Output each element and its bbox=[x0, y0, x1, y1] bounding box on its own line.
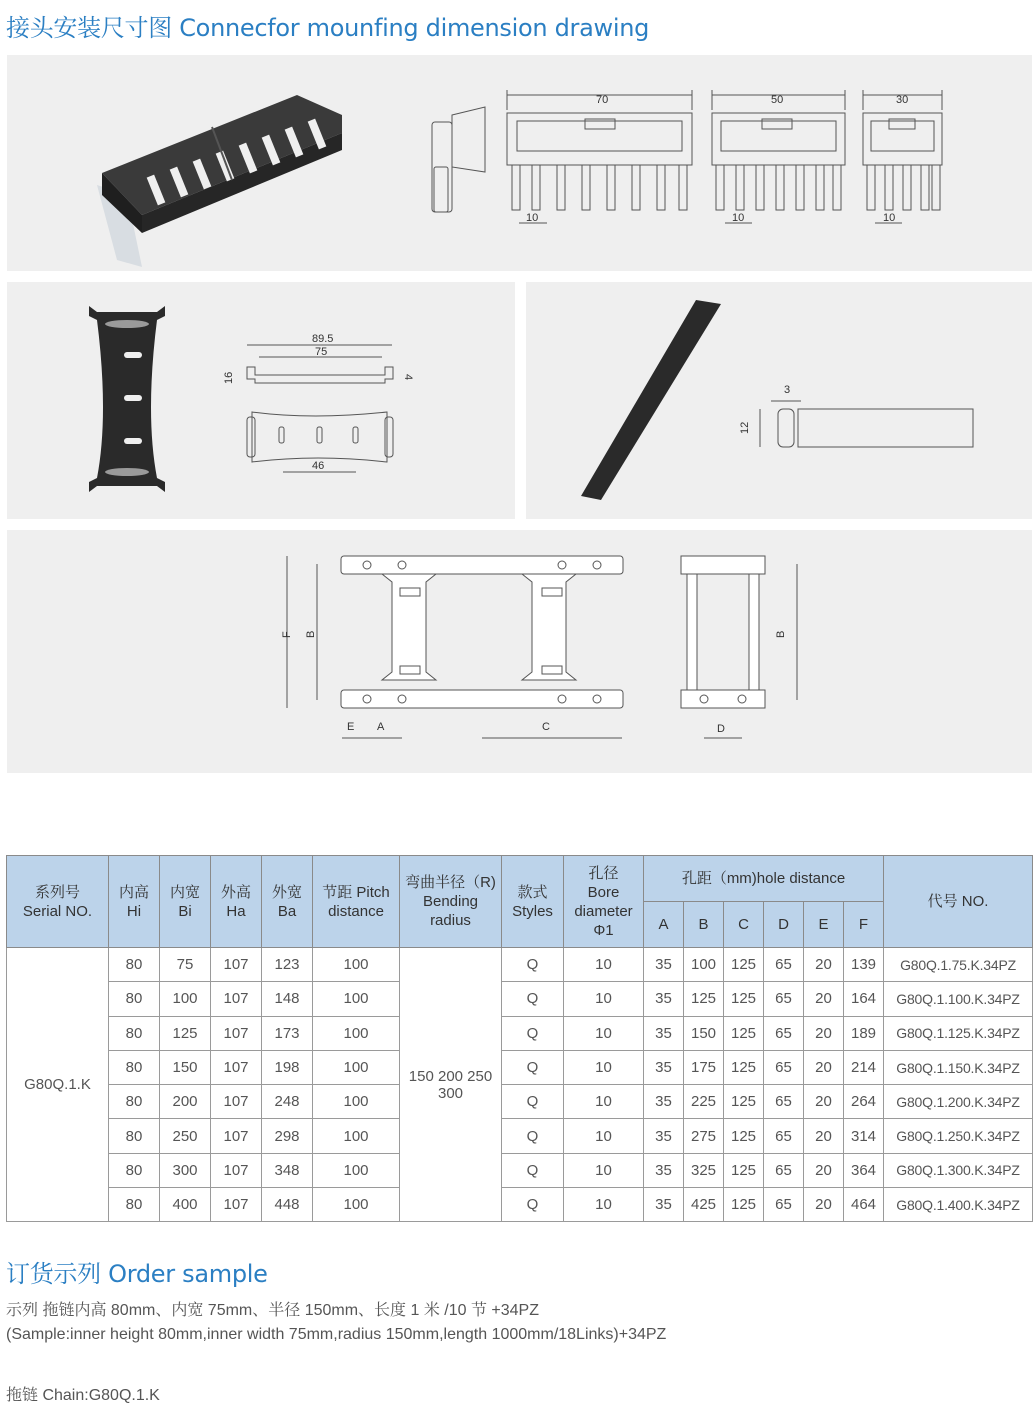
table-cell: Q bbox=[502, 948, 564, 982]
header-col-d: D bbox=[764, 902, 804, 948]
table-cell: 100 bbox=[684, 948, 724, 982]
frame-side-view bbox=[681, 556, 797, 738]
table-cell: 20 bbox=[804, 1119, 844, 1153]
label-c: C bbox=[542, 721, 550, 733]
header-code: 代号 NO. bbox=[884, 856, 1033, 948]
table-cell: 20 bbox=[804, 1016, 844, 1050]
crossbar-drawing-panel bbox=[7, 282, 515, 519]
table-cell: 75 bbox=[160, 948, 211, 982]
dim-12: 12 bbox=[739, 421, 751, 434]
table-cell: 80 bbox=[109, 1119, 160, 1153]
table-cell: 448 bbox=[262, 1188, 313, 1222]
dim-10-c: 10 bbox=[883, 212, 896, 224]
table-cell: 300 bbox=[160, 1153, 211, 1187]
table-cell: 65 bbox=[764, 1085, 804, 1119]
table-cell: 107 bbox=[211, 982, 262, 1016]
front-view-30 bbox=[863, 90, 942, 223]
table-cell: 125 bbox=[724, 1085, 764, 1119]
table-cell: 65 bbox=[764, 1050, 804, 1084]
table-cell: 107 bbox=[211, 1085, 262, 1119]
table-cell: 275 bbox=[684, 1119, 724, 1153]
table-cell: 100 bbox=[160, 982, 211, 1016]
table-cell: 80 bbox=[109, 1050, 160, 1084]
table-cell: 80 bbox=[109, 1016, 160, 1050]
table-row bbox=[7, 1050, 1033, 1084]
table-cell: 164 bbox=[844, 982, 884, 1016]
table-cell: 250 bbox=[160, 1119, 211, 1153]
table-cell: 100 bbox=[313, 1050, 400, 1084]
table-cell: 400 bbox=[160, 1188, 211, 1222]
table-cell: 65 bbox=[764, 948, 804, 982]
spec-table-body bbox=[7, 948, 1033, 1222]
table-row bbox=[7, 1016, 1033, 1050]
table-cell: 35 bbox=[644, 982, 684, 1016]
table-cell: 150 bbox=[684, 1016, 724, 1050]
table-cell: G80Q.1.125.K.34PZ bbox=[884, 1016, 1033, 1050]
table-cell: 35 bbox=[644, 948, 684, 982]
table-row bbox=[7, 1153, 1033, 1187]
table-cell: 20 bbox=[804, 1050, 844, 1084]
table-cell: 100 bbox=[313, 948, 400, 982]
table-cell: 225 bbox=[684, 1085, 724, 1119]
header-ha: 外高 Ha bbox=[211, 856, 262, 948]
table-cell: 35 bbox=[644, 1119, 684, 1153]
label-b-front: B bbox=[305, 630, 317, 638]
table-cell: 80 bbox=[109, 1085, 160, 1119]
table-cell: 65 bbox=[764, 1188, 804, 1222]
table-cell: 264 bbox=[844, 1085, 884, 1119]
table-cell: G80Q.1.250.K.34PZ bbox=[884, 1119, 1033, 1153]
table-cell: 20 bbox=[804, 982, 844, 1016]
table-cell: 35 bbox=[644, 1016, 684, 1050]
table-cell: 125 bbox=[684, 982, 724, 1016]
order-sample-line-cn: 示列 拖链内高 80mm、内宽 75mm、半径 150mm、长度 1 米 /10 节 +34PZ bbox=[6, 1302, 539, 1319]
table-cell: 65 bbox=[764, 1119, 804, 1153]
table-cell: 364 bbox=[844, 1153, 884, 1187]
radius-value: 300 bbox=[437, 1084, 464, 1102]
table-cell: 100 bbox=[313, 1119, 400, 1153]
table-cell: 200 bbox=[160, 1085, 211, 1119]
strip-drawing-panel bbox=[526, 282, 1032, 519]
table-cell: 214 bbox=[844, 1050, 884, 1084]
frame-front-view bbox=[287, 556, 623, 738]
header-col-c: C bbox=[724, 902, 764, 948]
table-cell: 80 bbox=[109, 1188, 160, 1222]
order-chain: 拖链 Chain:G80Q.1.K bbox=[6, 1387, 160, 1404]
table-cell: 175 bbox=[684, 1050, 724, 1084]
order-sample-title: 订货示列 Order sample bbox=[6, 1260, 268, 1288]
dim-75: 75 bbox=[315, 346, 328, 358]
dim-16: 16 bbox=[223, 371, 235, 384]
table-cell: 107 bbox=[211, 1188, 262, 1222]
dim-50: 50 bbox=[771, 94, 784, 106]
table-row bbox=[7, 1188, 1033, 1222]
table-cell: 20 bbox=[804, 1085, 844, 1119]
table-cell: 148 bbox=[262, 982, 313, 1016]
dim-46: 46 bbox=[312, 460, 325, 472]
table-cell: 80 bbox=[109, 982, 160, 1016]
header-col-f: F bbox=[844, 902, 884, 948]
table-cell: 10 bbox=[564, 1050, 644, 1084]
label-b-side: B bbox=[775, 630, 787, 638]
header-ba: 外宽 Ba bbox=[262, 856, 313, 948]
table-cell: 107 bbox=[211, 1153, 262, 1187]
table-cell: G80Q.1.150.K.34PZ bbox=[884, 1050, 1033, 1084]
connector-drawing-panel bbox=[7, 55, 1032, 271]
header-serial: 系列号 Serial NO. bbox=[7, 856, 109, 948]
table-cell: 20 bbox=[804, 1188, 844, 1222]
header-col-a: A bbox=[644, 902, 684, 948]
table-cell: Q bbox=[502, 1016, 564, 1050]
table-cell: 125 bbox=[724, 1119, 764, 1153]
table-cell: 100 bbox=[313, 1016, 400, 1050]
table-cell: 107 bbox=[211, 1050, 262, 1084]
table-cell: 10 bbox=[564, 1085, 644, 1119]
order-sample-line-en: (Sample:inner height 80mm,inner width 75mm,radius 150mm,length 1000mm/18Links)+34PZ bbox=[6, 1326, 667, 1343]
table-row bbox=[7, 1119, 1033, 1153]
table-row bbox=[7, 948, 1033, 982]
table-cell: 189 bbox=[844, 1016, 884, 1050]
table-cell: 10 bbox=[564, 948, 644, 982]
table-cell: 10 bbox=[564, 1119, 644, 1153]
table-cell: 173 bbox=[262, 1016, 313, 1050]
radius-cell bbox=[400, 948, 502, 1222]
table-cell: G80Q.1.300.K.34PZ bbox=[884, 1153, 1033, 1187]
table-cell: 35 bbox=[644, 1085, 684, 1119]
table-cell: 20 bbox=[804, 948, 844, 982]
table-cell: 100 bbox=[313, 1085, 400, 1119]
table-cell: 125 bbox=[160, 1016, 211, 1050]
table-cell: 65 bbox=[764, 1153, 804, 1187]
table-cell: Q bbox=[502, 1188, 564, 1222]
connector-3d-image bbox=[97, 95, 342, 267]
table-cell: 125 bbox=[724, 1188, 764, 1222]
table-cell: 100 bbox=[313, 982, 400, 1016]
table-cell: 80 bbox=[109, 1153, 160, 1187]
table-cell: 10 bbox=[564, 1153, 644, 1187]
header-hi: 内高 Hi bbox=[109, 856, 160, 948]
table-cell: 125 bbox=[724, 1050, 764, 1084]
table-cell: 35 bbox=[644, 1050, 684, 1084]
table-cell: 139 bbox=[844, 948, 884, 982]
table-cell: 100 bbox=[313, 1153, 400, 1187]
table-cell: 65 bbox=[764, 982, 804, 1016]
spec-table bbox=[6, 855, 1033, 1222]
table-cell: 20 bbox=[804, 1153, 844, 1187]
header-pitch: 节距 Pitch distance bbox=[313, 856, 400, 948]
table-row bbox=[7, 982, 1033, 1016]
table-cell: 107 bbox=[211, 1016, 262, 1050]
table-cell: 10 bbox=[564, 1016, 644, 1050]
dim-30: 30 bbox=[896, 94, 909, 106]
table-cell: 125 bbox=[724, 1016, 764, 1050]
table-cell: 314 bbox=[844, 1119, 884, 1153]
label-e: E bbox=[347, 721, 355, 733]
table-cell: 107 bbox=[211, 948, 262, 982]
strip-section-view bbox=[760, 401, 973, 447]
label-f: F bbox=[281, 631, 293, 638]
table-cell: G80Q.1.400.K.34PZ bbox=[884, 1188, 1033, 1222]
table-cell: 125 bbox=[724, 982, 764, 1016]
dim-10-b: 10 bbox=[732, 212, 745, 224]
table-cell: Q bbox=[502, 1119, 564, 1153]
dim-3: 3 bbox=[784, 384, 791, 396]
dim-4: 4 bbox=[402, 374, 414, 381]
table-cell: 125 bbox=[724, 948, 764, 982]
table-cell: 248 bbox=[262, 1085, 313, 1119]
table-cell: 65 bbox=[764, 1016, 804, 1050]
strip-3d-image bbox=[581, 300, 721, 500]
table-cell: Q bbox=[502, 1153, 564, 1187]
front-view-70 bbox=[507, 90, 692, 223]
header-col-b: B bbox=[684, 902, 724, 948]
table-cell: G80Q.1.75.K.34PZ bbox=[884, 948, 1033, 982]
table-cell: 425 bbox=[684, 1188, 724, 1222]
table-cell: G80Q.1.200.K.34PZ bbox=[884, 1085, 1033, 1119]
table-cell: 125 bbox=[724, 1153, 764, 1187]
header-col-e: E bbox=[804, 902, 844, 948]
dim-70: 70 bbox=[596, 94, 609, 106]
table-cell: G80Q.1.100.K.34PZ bbox=[884, 982, 1033, 1016]
table-cell: 150 bbox=[160, 1050, 211, 1084]
table-cell: 198 bbox=[262, 1050, 313, 1084]
table-cell: 298 bbox=[262, 1119, 313, 1153]
table-cell: G80Q.1.K bbox=[7, 948, 109, 1222]
label-a: A bbox=[377, 721, 385, 733]
page-title: 接头安装尺寸图 Connecfor mounfing dimension drawing bbox=[6, 14, 650, 42]
header-styles: 款式 Styles bbox=[502, 856, 564, 948]
table-cell: 107 bbox=[211, 1119, 262, 1153]
frame-drawing-panel bbox=[7, 530, 1032, 773]
table-cell: 80 bbox=[109, 948, 160, 982]
table-cell: 464 bbox=[844, 1188, 884, 1222]
table-cell: Q bbox=[502, 982, 564, 1016]
radius-value: 150 200 250 bbox=[408, 1067, 493, 1085]
table-cell: 348 bbox=[262, 1153, 313, 1187]
table-cell: 10 bbox=[564, 1188, 644, 1222]
table-cell: 100 bbox=[313, 1188, 400, 1222]
table-cell: 325 bbox=[684, 1153, 724, 1187]
dim-89-5: 89.5 bbox=[312, 333, 334, 345]
front-view-50 bbox=[712, 90, 845, 223]
header-bore: 孔径 Bore diameter Φ1 bbox=[564, 856, 644, 948]
table-cell: 123 bbox=[262, 948, 313, 982]
crossbar-3d-image bbox=[89, 306, 165, 492]
header-radius: 弯曲半径（R) Bending radius bbox=[400, 856, 502, 948]
table-cell: 10 bbox=[564, 982, 644, 1016]
table-cell: 35 bbox=[644, 1153, 684, 1187]
table-cell: 35 bbox=[644, 1188, 684, 1222]
table-row bbox=[7, 1085, 1033, 1119]
connector-side-view bbox=[432, 107, 485, 212]
label-d: D bbox=[717, 723, 725, 735]
header-hole-distance: 孔距（mm)hole distance bbox=[644, 856, 884, 902]
table-cell: Q bbox=[502, 1085, 564, 1119]
header-bi: 内宽 Bi bbox=[160, 856, 211, 948]
table-cell: Q bbox=[502, 1050, 564, 1084]
dim-10-a: 10 bbox=[526, 212, 539, 224]
